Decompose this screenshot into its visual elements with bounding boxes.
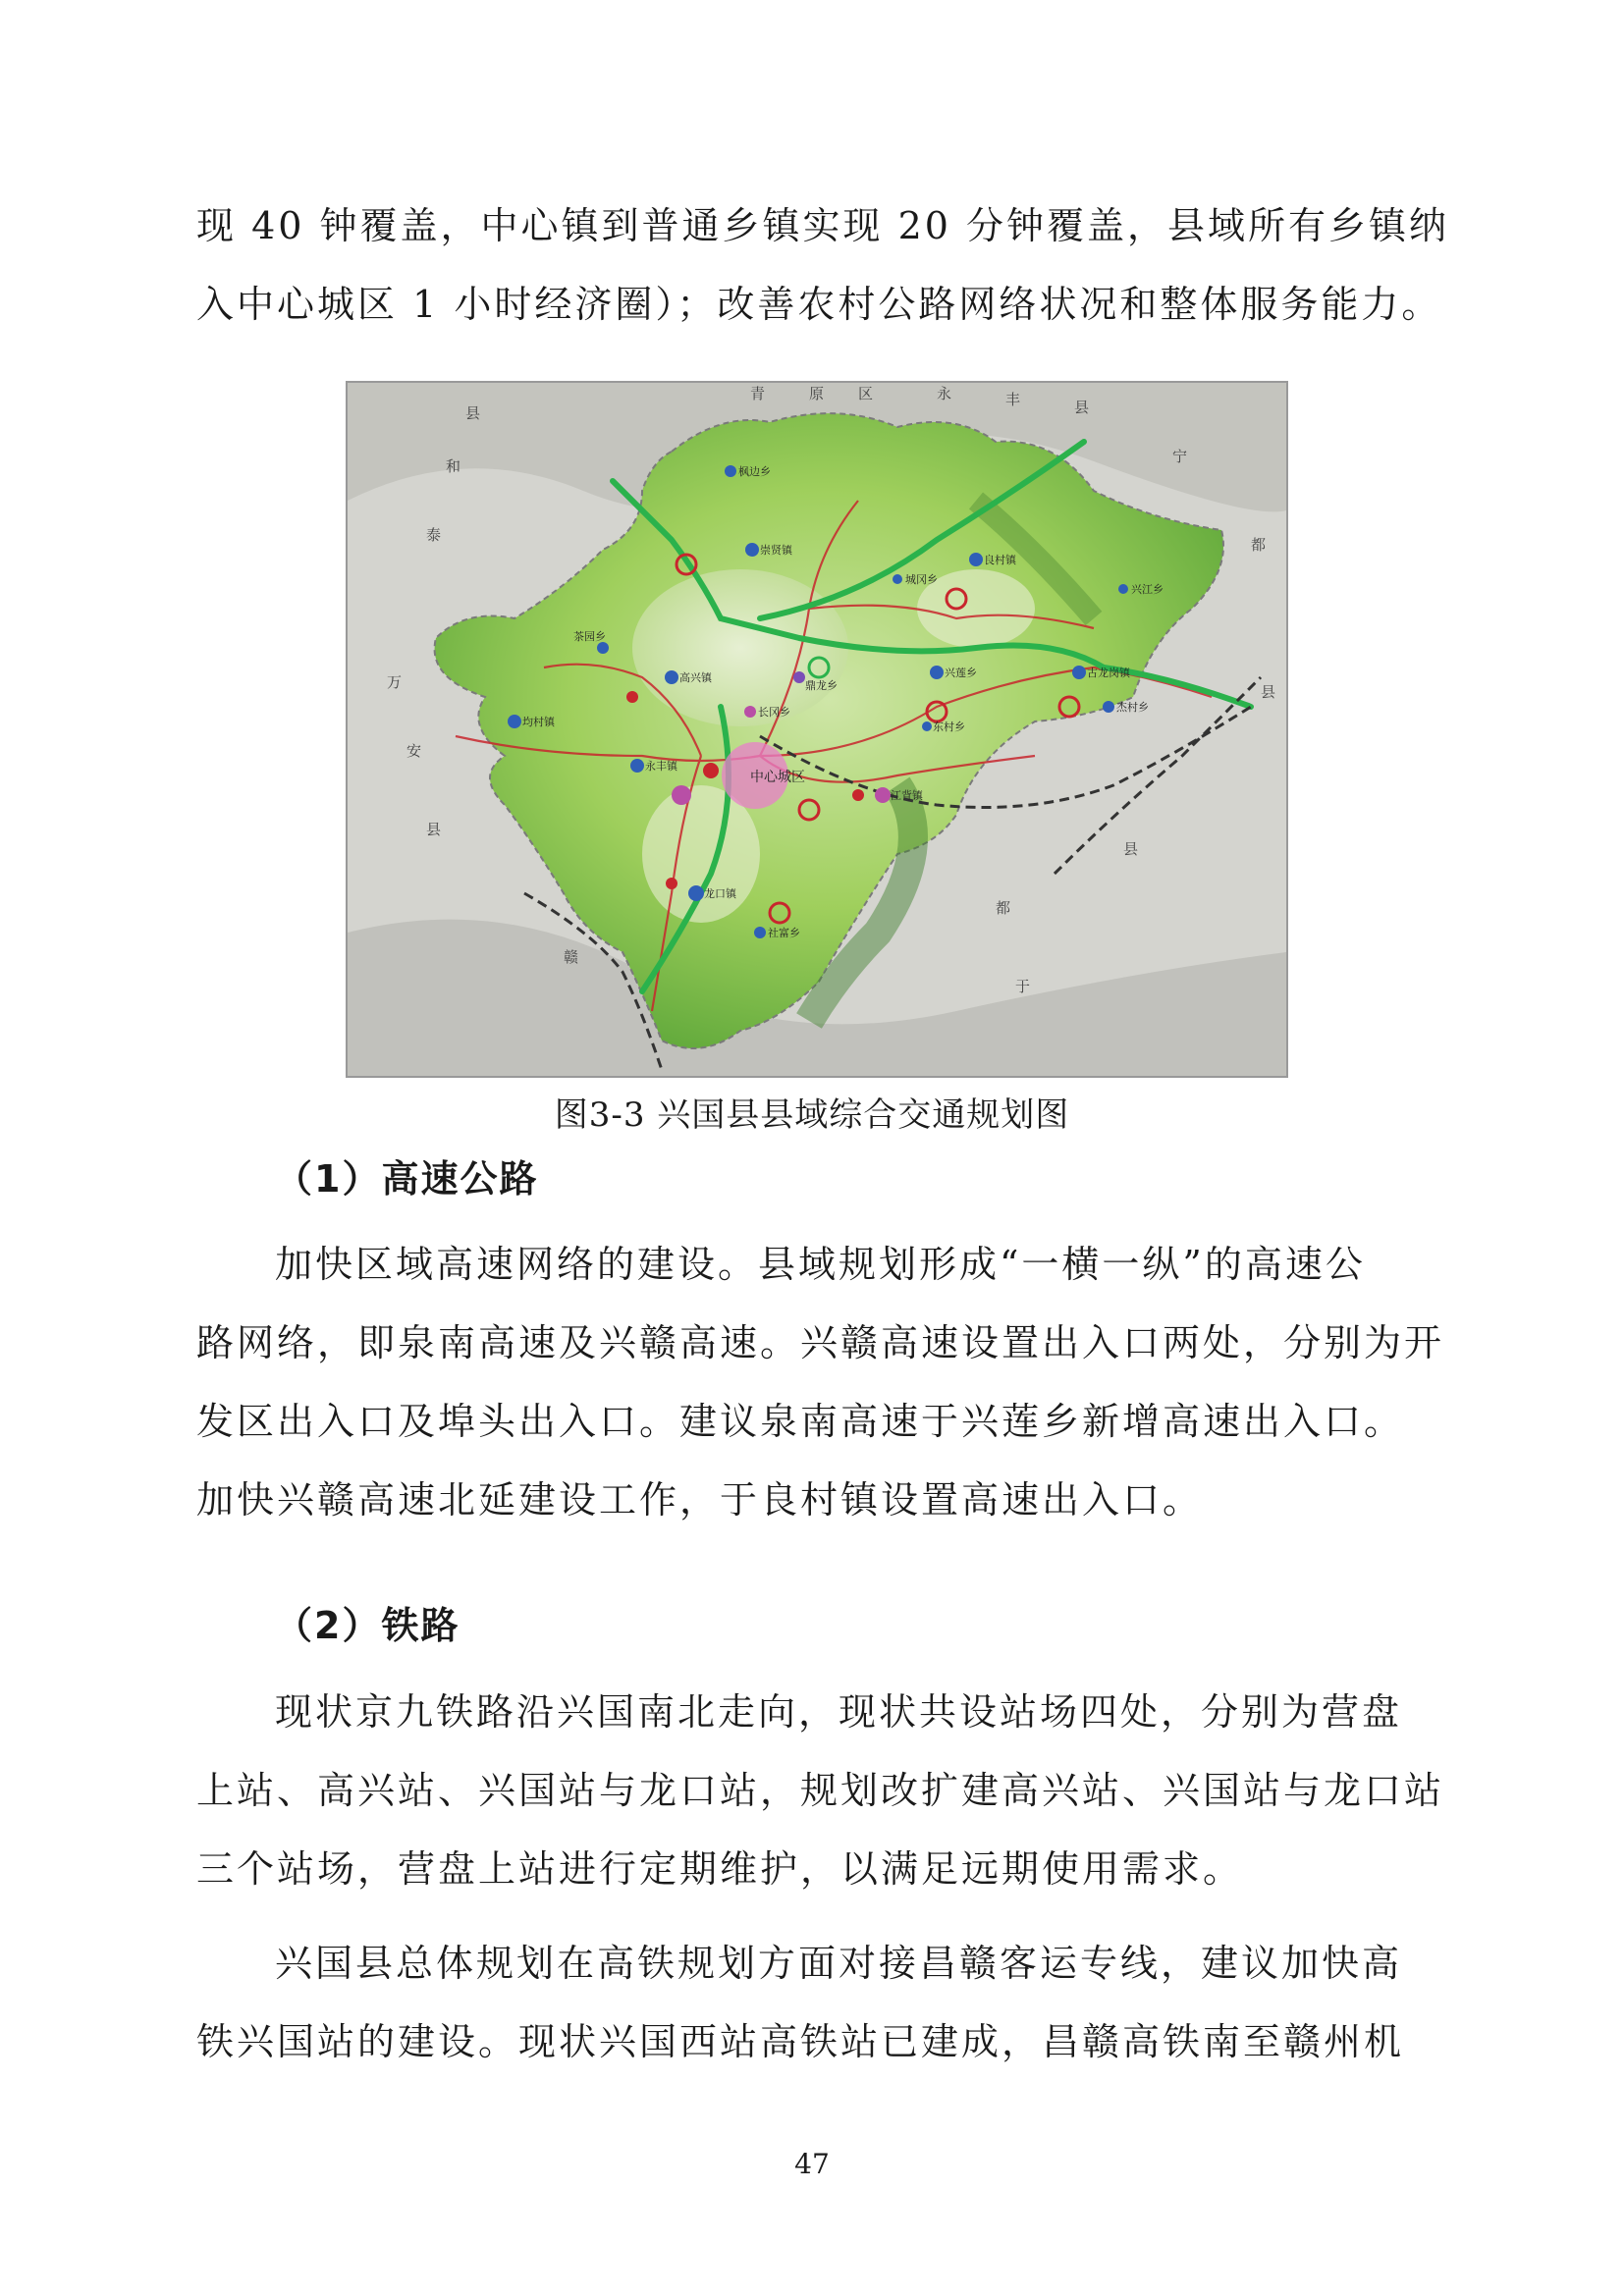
text-line: 路网络，即泉南高速及兴赣高速。兴赣高速设置出入口两处，分别为开: [196, 1321, 1445, 1364]
svg-text:江背镇: 江背镇: [891, 789, 923, 802]
svg-text:杰村乡: 杰村乡: [1116, 701, 1149, 714]
border-label: 丰: [1005, 391, 1021, 408]
figure-caption: 图3-3 兴国县县域综合交通规划图: [554, 1095, 1070, 1135]
border-label: 赣: [564, 948, 579, 966]
border-label: 县: [1123, 840, 1139, 858]
intro-paragraph: [196, 187, 1450, 344]
text-line: 现 40 钟覆盖，中心镇到普通乡镇实现 20 分钟覆盖，县域所有乡镇纳: [196, 204, 1450, 247]
railway-paragraph-2: [196, 1924, 1443, 2081]
border-label: 区: [858, 385, 874, 402]
border-label: 都: [1251, 536, 1267, 554]
svg-text:古龙岗镇: 古龙岗镇: [1087, 667, 1130, 679]
border-label: 安: [406, 742, 422, 760]
svg-text:城冈乡: 城冈乡: [905, 573, 938, 586]
text-line: 上站、高兴站、兴国站与龙口站，规划改扩建高兴站、兴国站与龙口站: [196, 1769, 1445, 1812]
text-line: 铁兴国站的建设。现状兴国西站高铁站已建成，昌赣高铁南至赣州机: [196, 2020, 1405, 2063]
border-label: 永: [937, 385, 952, 402]
expressway-paragraph: [196, 1225, 1443, 1539]
svg-text:中心城区: 中心城区: [750, 770, 805, 785]
svg-text:兴江乡: 兴江乡: [1131, 583, 1164, 596]
text-line: 兴国县总体规划在高铁规划方面对接昌赣客运专线，建议加快高: [275, 1942, 1403, 1985]
svg-text:茶园乡: 茶园乡: [573, 630, 606, 643]
svg-text:长冈乡: 长冈乡: [758, 706, 790, 719]
svg-text:崇贤镇: 崇贤镇: [760, 544, 792, 557]
page-number: 47: [794, 2148, 830, 2180]
border-label: 县: [1074, 399, 1090, 416]
svg-text:均村镇: 均村镇: [522, 716, 555, 728]
svg-text:社富乡: 社富乡: [768, 927, 800, 939]
railway-paragraph-1: [196, 1673, 1443, 1908]
border-label: 县: [1261, 683, 1276, 701]
border-label: 原: [809, 385, 825, 402]
border-label: 县: [426, 821, 442, 838]
section-heading-expressway: （1）高速公路: [275, 1157, 539, 1201]
border-label: 青: [750, 385, 766, 402]
border-label: 和: [446, 457, 461, 475]
map-graphic: [348, 383, 1286, 1076]
border-label: 都: [996, 899, 1011, 917]
svg-text:良村镇: 良村镇: [984, 554, 1016, 566]
border-label: 于: [1015, 978, 1031, 995]
text-line: 发区出入口及埠头出入口。建议泉南高速于兴莲乡新增高速出入口。: [196, 1400, 1405, 1443]
text-line: 入中心城区 1 小时经济圈）；改善农村公路网络状况和整体服务能力。: [196, 283, 1442, 326]
section-heading-railway: （2）铁路: [275, 1604, 460, 1647]
text-line: 加快兴赣高速北延建设工作，于良村镇设置高速出入口。: [196, 1478, 1204, 1522]
svg-text:兴莲乡: 兴莲乡: [945, 667, 977, 679]
transport-planning-map: [346, 381, 1288, 1078]
svg-text:鼎龙乡: 鼎龙乡: [805, 679, 838, 692]
svg-text:永丰镇: 永丰镇: [645, 760, 677, 773]
svg-text:龙口镇: 龙口镇: [704, 887, 736, 900]
text-line: 加快区域高速网络的建设。县域规划形成“一横一纵”的高速公: [275, 1243, 1366, 1286]
border-label: 县: [465, 404, 481, 422]
border-label: 宁: [1172, 448, 1188, 465]
svg-text:高兴镇: 高兴镇: [679, 671, 712, 684]
svg-text:枫边乡: 枫边乡: [738, 465, 771, 478]
border-label: 泰: [426, 526, 442, 544]
text-line: 三个站场，营盘上站进行定期维护，以满足远期使用需求。: [196, 1847, 1244, 1891]
svg-text:东村乡: 东村乡: [933, 721, 965, 733]
text-line: 现状京九铁路沿兴国南北走向，现状共设站场四处，分别为营盘: [275, 1690, 1403, 1734]
border-label: 万: [387, 673, 403, 691]
